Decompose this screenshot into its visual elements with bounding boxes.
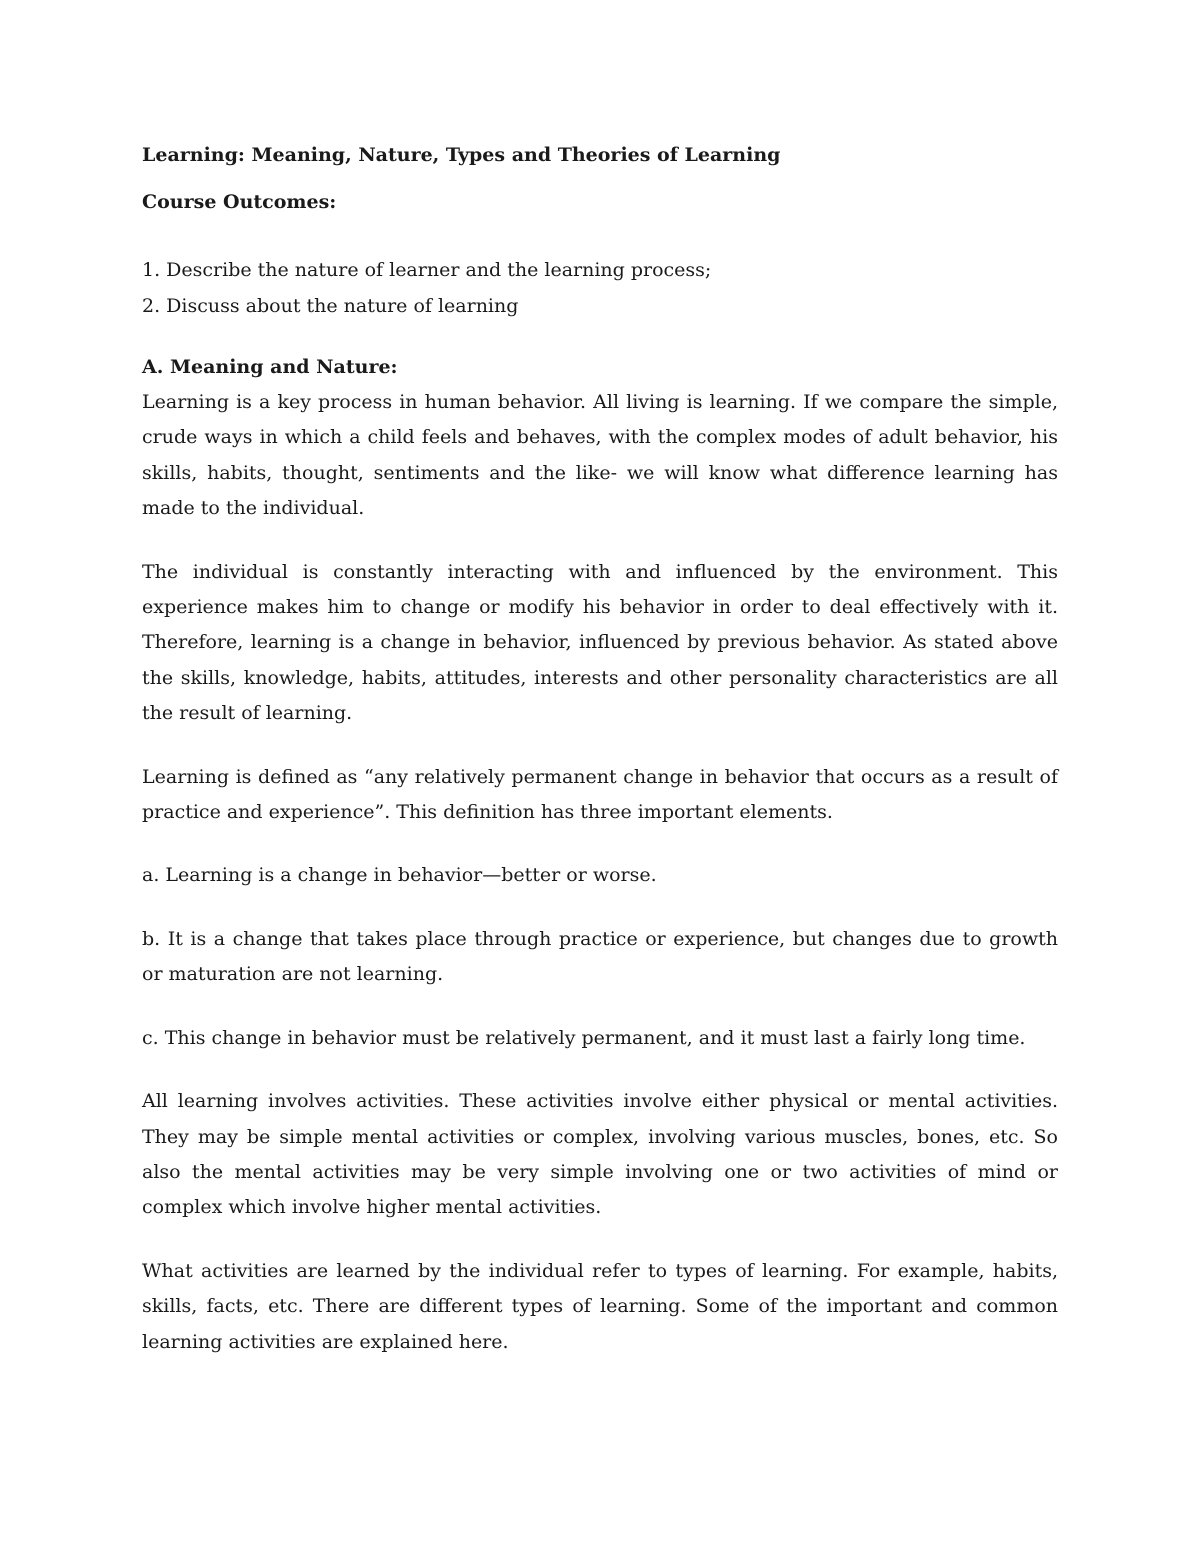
course-outcomes-heading: Course Outcomes: bbox=[142, 191, 337, 213]
document-title: Learning: Meaning, Nature, Types and Theories of Learning bbox=[142, 144, 781, 166]
body-paragraph: Learning is a key process in human behavior. All living is learning. If we compare the simple, crude ways in which a child feels and behaves, with the complex modes of adult behavior, his skills, habits, thought, sentiments and the like- we will know what difference learning has made to the individual. bbox=[142, 391, 1058, 520]
body-paragraph: What activities are learned by the individual refer to types of learning. For example, habits, skills, facts, etc. There are different types of learning. Some of the important and common learning activities are explained here. bbox=[142, 1259, 1058, 1353]
body-paragraph: The individual is constantly interacting with and influenced by the environment. This experience makes him to change or modify his behavior in order to deal effectively with it. Therefore, learning is a change in behavior, influenced by previous behavior. As stated above the skills, knowledge, habits, attitudes, interests and other personality characteristics are all the result of learning. bbox=[142, 560, 1058, 725]
document-page bbox=[142, 138, 1058, 1388]
definition-element-c: c. This change in behavior must be relatively permanent, and it must last a fairly long time. bbox=[142, 1026, 1026, 1049]
definition-element-a: a. Learning is a change in behavior—better or worse. bbox=[142, 864, 657, 887]
body-paragraph: All learning involves activities. These activities involve either physical or mental activities. They may be simple mental activities or complex, involving various muscles, bones, etc. So also the mental activities may be very simple involving one or two activities of mind or complex which involve higher mental activities. bbox=[142, 1090, 1058, 1219]
course-outcome-item: 2. Discuss about the nature of learning bbox=[142, 294, 519, 317]
definition-element-b: b. It is a change that takes place through practice or experience, but changes due to growth or maturation are not learning. bbox=[142, 927, 1058, 986]
course-outcome-item: 1. Describe the nature of learner and the learning process; bbox=[142, 259, 712, 281]
body-paragraph: Learning is defined as “any relatively permanent change in behavior that occurs as a result of practice and experience”. This definition has three important elements. bbox=[142, 765, 1058, 824]
section-heading-meaning-nature: A. Meaning and Nature: bbox=[142, 356, 398, 378]
course-outcomes-list bbox=[142, 253, 1058, 324]
